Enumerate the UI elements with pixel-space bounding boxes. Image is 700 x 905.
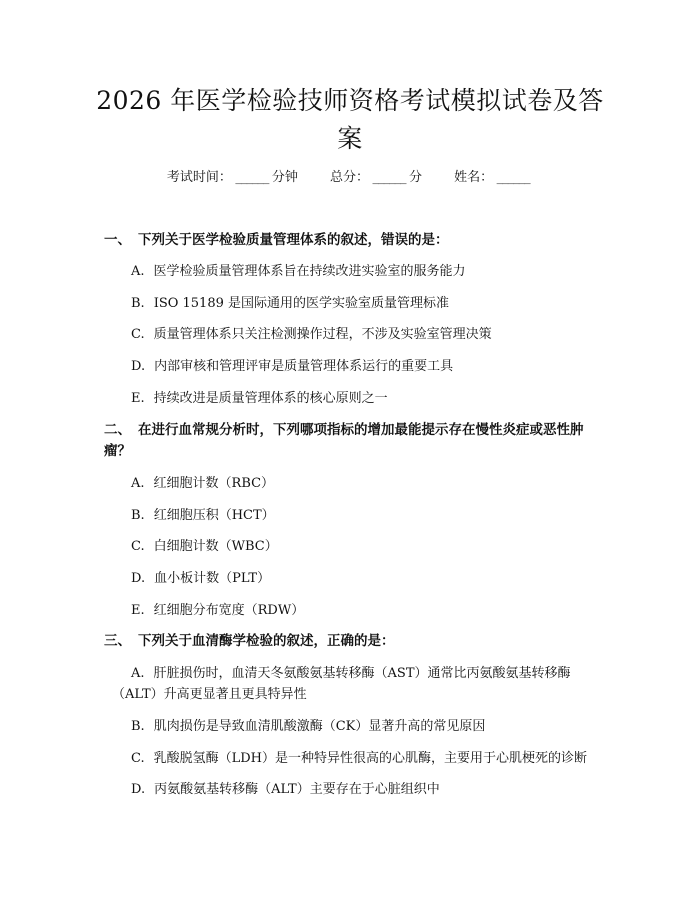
option-letter: D.: [131, 571, 146, 586]
option-letter: A.: [131, 666, 145, 681]
option-3c: [131, 748, 606, 769]
option-letter: E.: [131, 391, 145, 406]
question-number: 一、: [104, 232, 131, 248]
question-2: [104, 420, 604, 462]
option-text: 红细胞压积（HCT）: [153, 508, 275, 523]
option-text: 内部审核和管理评审是质量管理体系运行的重要工具: [154, 359, 454, 374]
question-text: 在进行血常规分析时，下列哪项指标的增加最能提示存在慢性炎症或恶性肿瘤？: [104, 422, 584, 459]
question-number: 三、: [104, 633, 131, 649]
page-title: 2026 年医学检验技师资格考试模拟试卷及答案: [96, 86, 604, 153]
option-1b: [131, 293, 606, 314]
option-text: 持续改进是质量管理体系的核心原则之一: [153, 391, 388, 406]
question-number: 二、: [104, 422, 131, 438]
option-letter: C.: [131, 751, 145, 766]
name-blank: ______: [496, 170, 530, 185]
total-score-label: 总分：: [329, 170, 369, 185]
option-3d: [131, 779, 606, 800]
option-letter: B.: [131, 508, 145, 523]
exam-time-field: [167, 168, 298, 188]
option-letter: C.: [131, 539, 145, 554]
option-text: 乳酸脱氢酶（LDH）是一种特异性很高的心肌酶，主要用于心肌梗死的诊断: [153, 751, 588, 766]
name-field: [454, 168, 533, 188]
option-text: 医学检验质量管理体系旨在持续改进实验室的服务能力: [153, 264, 466, 279]
question-text: 下列关于血清酶学检验的叙述，正确的是：: [138, 633, 395, 649]
option-3a: [112, 663, 607, 705]
total-score-blank: ______: [372, 170, 406, 185]
total-score-field: [330, 168, 422, 188]
option-2a: [131, 473, 606, 494]
option-text: ISO 15189 是国际通用的医学实验室质量管理标准: [153, 296, 450, 311]
option-text: 白细胞计数（WBC）: [153, 539, 278, 554]
option-1e: [131, 388, 606, 409]
option-text: 丙氨酸氨基转移酶（ALT）主要存在于心脏组织中: [154, 782, 440, 797]
option-2b: [131, 505, 606, 526]
option-text: 肝脏损伤时，血清天冬氨酸氨基转移酶（AST）通常比丙氨酸氨基转移酶（ALT）升高更显著且更具特异性: [112, 666, 571, 702]
name-label: 姓名：: [454, 170, 494, 185]
option-letter: A.: [131, 476, 145, 491]
option-1c: [131, 324, 606, 345]
option-text: 红细胞分布宽度（RDW）: [153, 603, 305, 618]
question-3: [104, 631, 604, 652]
total-score-unit: 分: [409, 170, 423, 185]
option-letter: B.: [131, 296, 145, 311]
option-letter: D.: [131, 359, 146, 374]
option-letter: A.: [131, 264, 145, 279]
exam-time-blank: ______: [235, 170, 269, 185]
option-text: 质量管理体系只关注检测操作过程，不涉及实验室管理决策: [153, 327, 492, 342]
option-1d: [131, 356, 606, 377]
exam-info-line: [0, 168, 700, 188]
option-letter: E.: [131, 603, 145, 618]
option-letter: D.: [131, 782, 146, 797]
option-2c: [131, 536, 606, 557]
option-3b: [131, 716, 606, 737]
option-text: 血小板计数（PLT）: [154, 571, 271, 586]
option-1a: [131, 261, 606, 282]
option-text: 肌肉损伤是导致血清肌酸激酶（CK）显著升高的常见原因: [153, 719, 486, 734]
option-letter: B.: [131, 719, 145, 734]
exam-time-unit: 分钟: [271, 170, 298, 185]
option-letter: C.: [131, 327, 145, 342]
question-text: 下列关于医学检验质量管理体系的叙述，错误的是：: [138, 232, 449, 248]
option-text: 红细胞计数（RBC）: [153, 476, 275, 491]
option-2e: [131, 600, 606, 621]
exam-time-label: 考试时间：: [166, 170, 232, 185]
question-1: [104, 230, 604, 251]
option-2d: [131, 568, 606, 589]
